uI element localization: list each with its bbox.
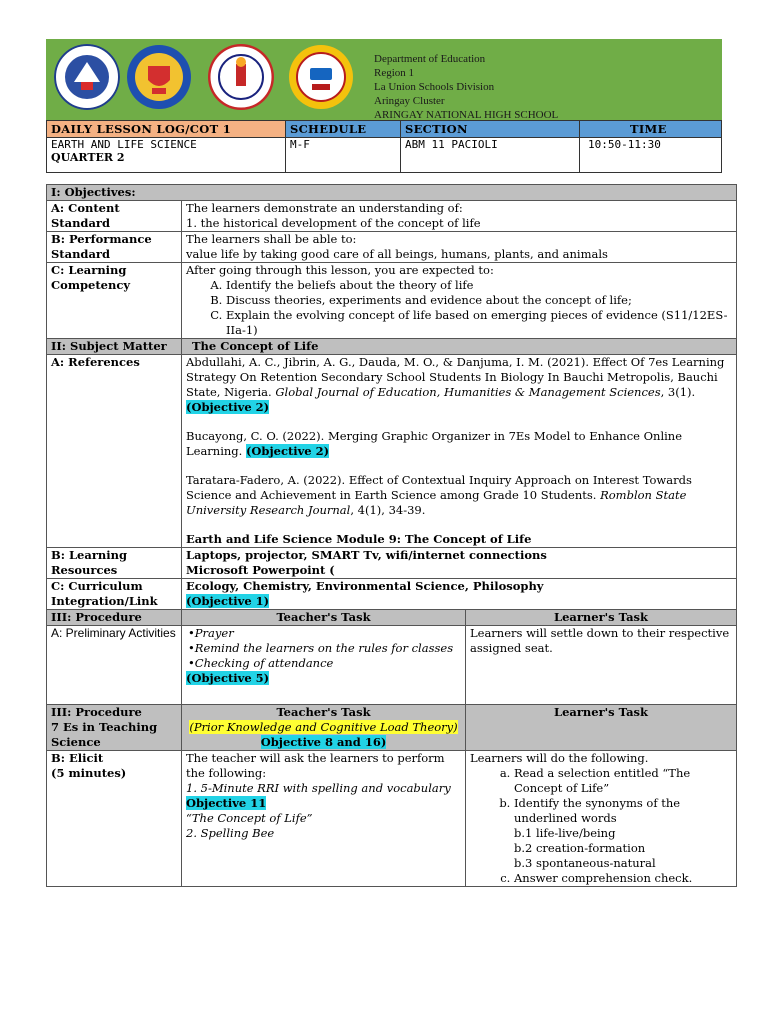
list-item: • Prayer [188, 626, 461, 641]
competency-value [182, 263, 737, 339]
subject-name: EARTH AND LIFE SCIENCE [51, 138, 197, 151]
resources-label: B: Learning Resources [47, 548, 182, 579]
days-cell: M-F [286, 138, 401, 173]
deped-kagawaran-seal-icon [54, 44, 120, 110]
integration-row [47, 579, 737, 610]
procedure-7es-label [47, 705, 182, 751]
content-line: 1. the historical development of the concept of life [186, 216, 481, 230]
resources-line: Microsoft Powerpoint ( [186, 563, 335, 577]
aringay-national-high-school-seal-icon [288, 44, 354, 110]
competency-row [47, 263, 737, 339]
learner-intro: Learners will do the following. [470, 751, 649, 765]
la-union-schools-division-seal-icon [208, 44, 274, 110]
subject-cell [47, 138, 286, 173]
objective-tag: (Objective 2) [245, 444, 330, 458]
theory-note: (Prior Knowledge and Cognitive Load Theory) [189, 720, 458, 734]
reference-1 [186, 355, 732, 415]
section-cell: ABM 11 PACIOLI [401, 138, 580, 173]
learner-task-header-7es: Learner's Task [466, 705, 737, 751]
preliminary-row [47, 626, 737, 705]
reference-journal: Global Journal of Education, Humanities & Management Sciences [275, 385, 661, 399]
learner-item-text: Identify the synonyms of the underlined words [514, 796, 681, 825]
performance-standard-row [47, 232, 737, 263]
time-cell: 10:50-11:30 [580, 138, 722, 173]
office-line: Department of Education [374, 53, 486, 65]
elicit-teacher-task [182, 751, 466, 887]
preliminary-list [186, 626, 461, 671]
objective-tag: (Objective 2) [186, 400, 270, 414]
performance-standard-value [182, 232, 737, 263]
subject-matter-label: II: Subject Matter [47, 339, 182, 355]
elicit-intro: The teacher will ask the learners to perform the following: [186, 751, 445, 780]
references-value [182, 355, 737, 548]
learner-item [514, 796, 732, 871]
reference-text: Taratara-Fadero, A. (2022). Effect of Contextual Inquiry Approach on Interest Towards Science and Achievement in Earth Science among Grade 10 Students. [186, 473, 692, 502]
synonym-item: b.2 creation-formation [514, 841, 646, 855]
time-header: TIME [580, 121, 722, 138]
office-line: La Union Schools Division [374, 81, 495, 93]
objective-tag: (Objective 5) [186, 671, 270, 685]
content-line: The learners demonstrate an understanding of: [186, 201, 463, 215]
performance-line: value life by taking good care of all beings, humans, plants, and animals [186, 247, 608, 261]
teacher-task-title: Teacher's Task [276, 705, 371, 719]
elicit-duration: (5 minutes) [51, 766, 127, 780]
office-address [374, 52, 558, 122]
learner-item: c. Answer comprehension check. [514, 871, 732, 886]
resources-value [182, 548, 737, 579]
content-standard-value [182, 201, 737, 232]
elicit-item: 1. 5-Minute RRI with spelling and vocabulary [186, 781, 451, 795]
list-item: • Remind the learners on the rules for classes [188, 641, 461, 656]
objective-tag: Objective 11 [186, 796, 267, 810]
department-of-education-region1-seal-icon [126, 44, 192, 110]
competency-list [186, 278, 732, 338]
procedure-7es-header-row [47, 705, 737, 751]
elicit-label: B: Elicit [51, 751, 104, 765]
seven-es-label: 7 Es in Teaching Science [51, 720, 158, 749]
office-line: Region 1 [374, 67, 415, 79]
preliminary-teacher-task [182, 626, 466, 705]
competency-item: B. Discuss theories, experiments and evidence about the concept of life; [226, 293, 732, 308]
quarter: QUARTER 2 [51, 151, 125, 164]
competency-intro: After going through this lesson, you are expected to: [186, 263, 494, 277]
performance-line: The learners shall be able to: [186, 232, 357, 246]
competency-item: A. Identify the beliefs about the theory of life [226, 278, 732, 293]
log-title: DAILY LESSON LOG/COT 1 [47, 121, 286, 138]
preliminary-learner-task: Learners will settle down to their respective assigned seat. [466, 626, 737, 705]
schedule-table [46, 120, 722, 173]
module-reference: Earth and Life Science Module 9: The Concept of Life [186, 532, 532, 546]
reference-3 [186, 473, 732, 518]
elicit-row [47, 751, 737, 887]
competency-item: C. Explain the evolving concept of life based on emerging pieces of evidence (S11/12ES-IIa-1) [226, 308, 732, 338]
resources-line: Laptops, projector, SMART Tv, wifi/internet connections [186, 548, 547, 562]
reference-volume: , 4(1), 34-39. [350, 503, 426, 517]
reference-journal: Romblon State University Research Journal [186, 488, 687, 517]
reference-text: Abdullahi, A. C., Jibrin, A. G., Dauda, M. O., & Danjuma, I. M. (2021). Effect Of 7es Learning Strategy On Retention Secondary School Students In Biology In Bauchi Metropolis, Bauchi State, Nigeria. [186, 355, 725, 399]
elicit-learner-task [466, 751, 737, 887]
objectives-header-row [47, 185, 737, 201]
resources-row [47, 548, 737, 579]
objective-tag: (Objective 1) [186, 594, 270, 608]
procedure-label: III: Procedure [51, 705, 142, 719]
performance-standard-label: B: Performance Standard [47, 232, 182, 263]
reference-2 [186, 429, 732, 459]
objective-tag: Objective 8 and 16) [260, 735, 387, 749]
elicit-label-cell [47, 751, 182, 887]
objectives-title: I: Objectives: [47, 185, 737, 201]
competency-label: C: Learning Competency [47, 263, 182, 339]
learner-item: a. Read a selection entitled “The Concept of Life” [514, 766, 732, 796]
teacher-task-header-7es [182, 705, 466, 751]
school-name: ARINGAY NATIONAL HIGH SCHOOL [374, 109, 559, 121]
references-label: A: References [47, 355, 182, 548]
reference-volume: , 3(1). [660, 385, 696, 399]
synonym-item: b.3 spontaneous-natural [514, 856, 656, 870]
lesson-table [46, 184, 737, 887]
subject-matter-value: The Concept of Life [182, 339, 737, 355]
elicit-quote: “The Concept of Life” [186, 811, 313, 825]
integration-subjects: Ecology, Chemistry, Environmental Science, Philosophy [186, 579, 544, 593]
integration-value [182, 579, 737, 610]
procedure-label: III: Procedure [47, 610, 182, 626]
office-line: Aringay Cluster [374, 95, 445, 107]
references-row [47, 355, 737, 548]
elicit-item: 2. Spelling Bee [186, 826, 275, 840]
synonym-item: b.1 life-live/being [514, 826, 616, 840]
learner-task-header: Learner's Task [466, 610, 737, 626]
integration-label: C: Curriculum Integration/Link [47, 579, 182, 610]
list-item: • Checking of attendance [188, 656, 461, 671]
content-standard-label: A: Content Standard [47, 201, 182, 232]
schedule-header: SCHEDULE [286, 121, 401, 138]
content-standard-row [47, 201, 737, 232]
reference-text: Bucayong, C. O. (2022). Merging Graphic Organizer in 7Es Model to Enhance Online Learning. [186, 429, 683, 458]
learner-list [470, 766, 732, 886]
preliminary-label: A: Preliminary Activities [47, 626, 182, 705]
teacher-task-header: Teacher's Task [182, 610, 466, 626]
section-header: SECTION [401, 121, 580, 138]
procedure-header-row [47, 610, 737, 626]
subject-matter-row [47, 339, 737, 355]
